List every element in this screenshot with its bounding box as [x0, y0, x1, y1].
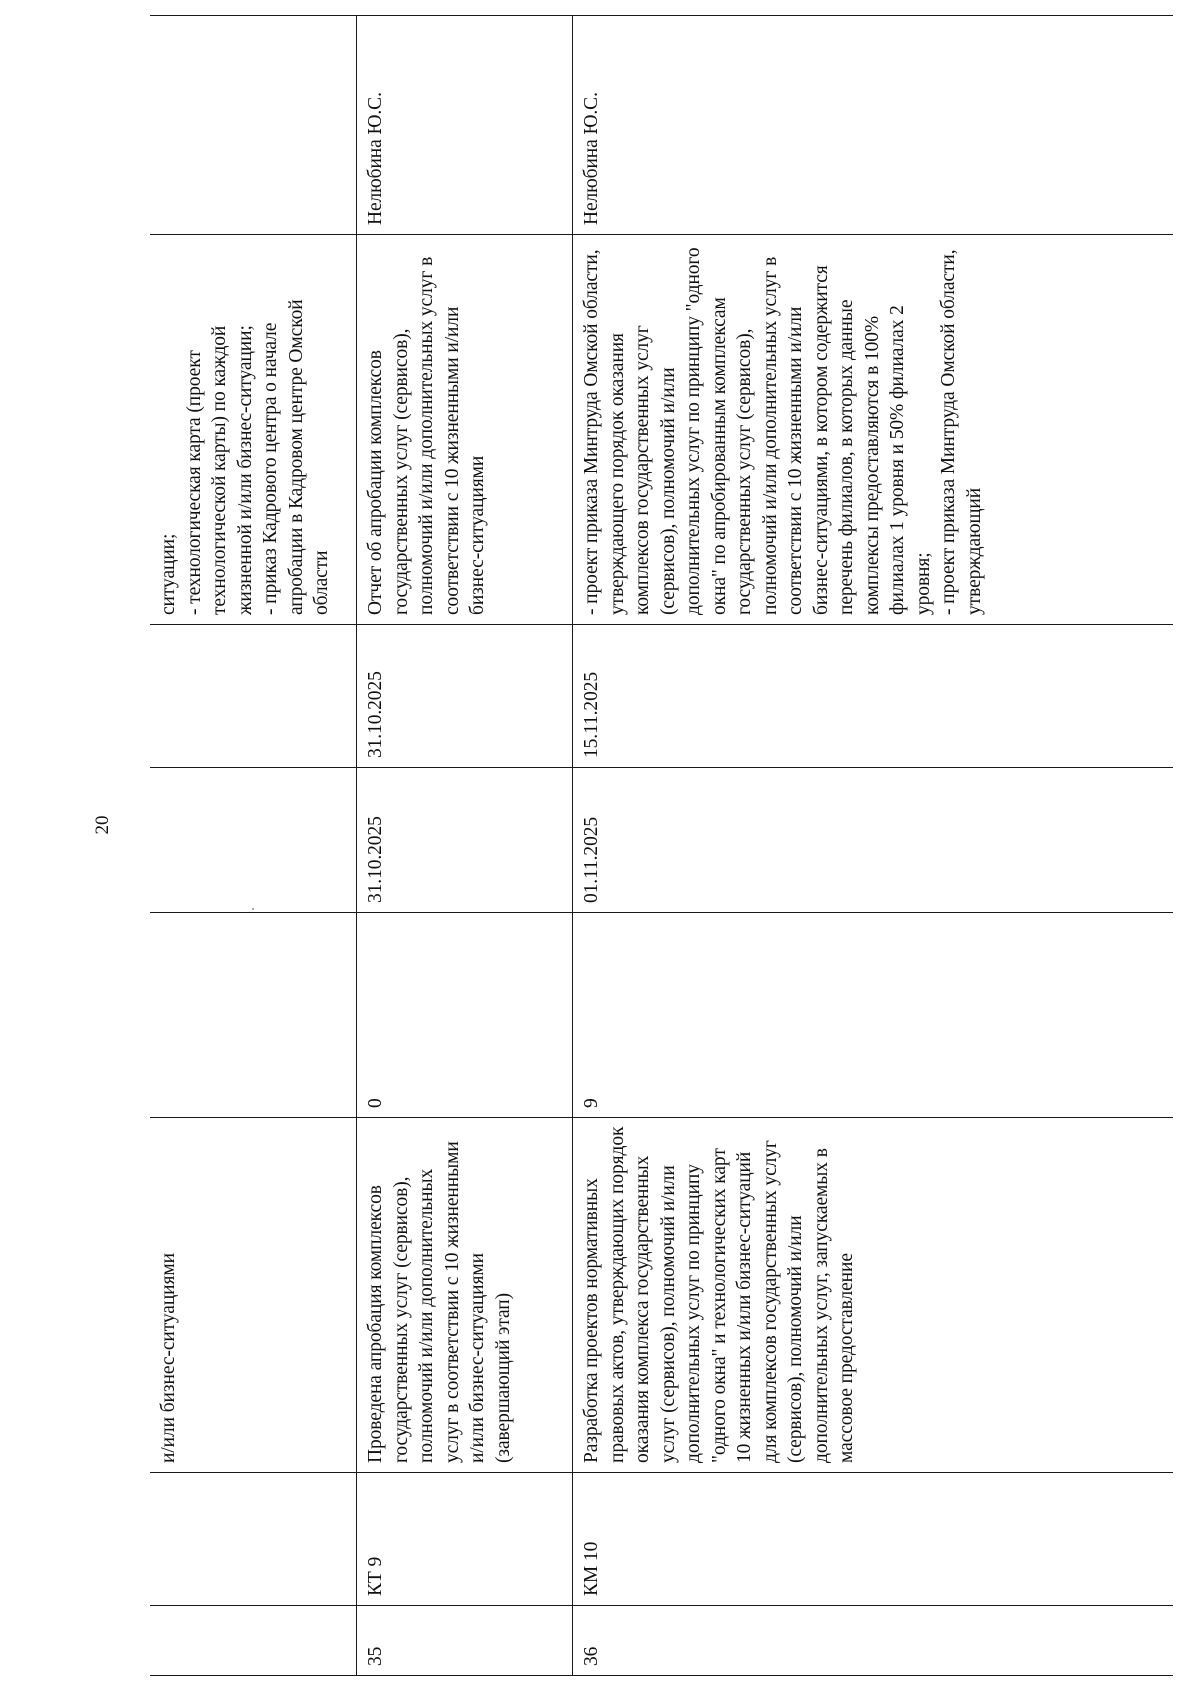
cell-start-date	[150, 768, 357, 913]
cell-end-date: 31.10.2025	[357, 625, 573, 768]
cell-title: Разработка проектов нормативных правовых актов, утверждающих порядок оказания комплекса государственных услуг (сервисов), полномочий и/или дополнительных услуг по принципу "одного окна" и технологических карт 10 жизненных и/или бизнес-ситуаций для комплексов государственных услуг (сервисов), полномочий и/или дополнительных услуг, запускаемых в массовое предоставление	[573, 1118, 1174, 1473]
cell-num	[150, 1606, 357, 1676]
cell-responsible	[150, 16, 357, 235]
cell-value: 9	[573, 913, 1174, 1118]
page-number: 20	[92, 815, 113, 835]
cell-value: 0	[357, 913, 573, 1118]
cell-responsible: Нелюбина Ю.С.	[357, 16, 573, 235]
cell-end-date: 15.11.2025	[573, 625, 1174, 768]
cell-title: Проведена апробация комплексов государственных услуг (сервисов), полномочий и/или дополнительных услуг в соответствии с 10 жизненными и/или бизнес-ситуациями (завершающий этап)	[357, 1118, 573, 1473]
cell-num: 35	[357, 1606, 573, 1676]
rotated-table-sheet	[150, 16, 1200, 1676]
cell-result: - проект приказа Минтруда Омской области, утверждающего порядок оказания комплексов государственных услуг (сервисов), полномочий и/или дополнительных услуг по принципу "одного окна" по апробированным комплексам государственных услуг (сервисов), полномочий и/или дополнительных услуг в соответствии с 10 жизненными и/или бизнес-ситуациями, в котором содержится перечень филиалов, в которых данные комплексы предоставляются в 100% филиалах 1 уровня и 50% филиалах 2 уровня; - проект приказа Минтруда Омской области, утверждающий	[573, 235, 1174, 625]
cell-code: КМ 10	[573, 1473, 1174, 1606]
cell-end-date	[150, 625, 357, 768]
cell-start-date: 01.11.2025	[573, 768, 1174, 913]
cell-result: ситуации; - технологическая карта (проект технологической карты) по каждой жизненной и/или бизнес-ситуации; - приказ Кадрового центра о начале апробации в Кадровом центре Омской области	[150, 235, 357, 625]
table-row	[150, 16, 357, 1676]
cell-responsible: Нелюбина Ю.С.	[573, 16, 1174, 235]
table-row	[573, 16, 1174, 1676]
cell-title: и/или бизнес-ситуациями	[150, 1118, 357, 1473]
plan-table	[150, 15, 1173, 1676]
cell-code	[150, 1473, 357, 1606]
table-row	[357, 16, 573, 1676]
cell-result: Отчет об апробации комплексов государственных услуг (сервисов), полномочий и/или дополнительных услуг в соответствии с 10 жизненными и/или бизнес-ситуациями	[357, 235, 573, 625]
cell-code: КТ 9	[357, 1473, 573, 1606]
cell-num: 36	[573, 1606, 1174, 1676]
cell-value	[150, 913, 357, 1118]
cell-start-date: 31.10.2025	[357, 768, 573, 913]
